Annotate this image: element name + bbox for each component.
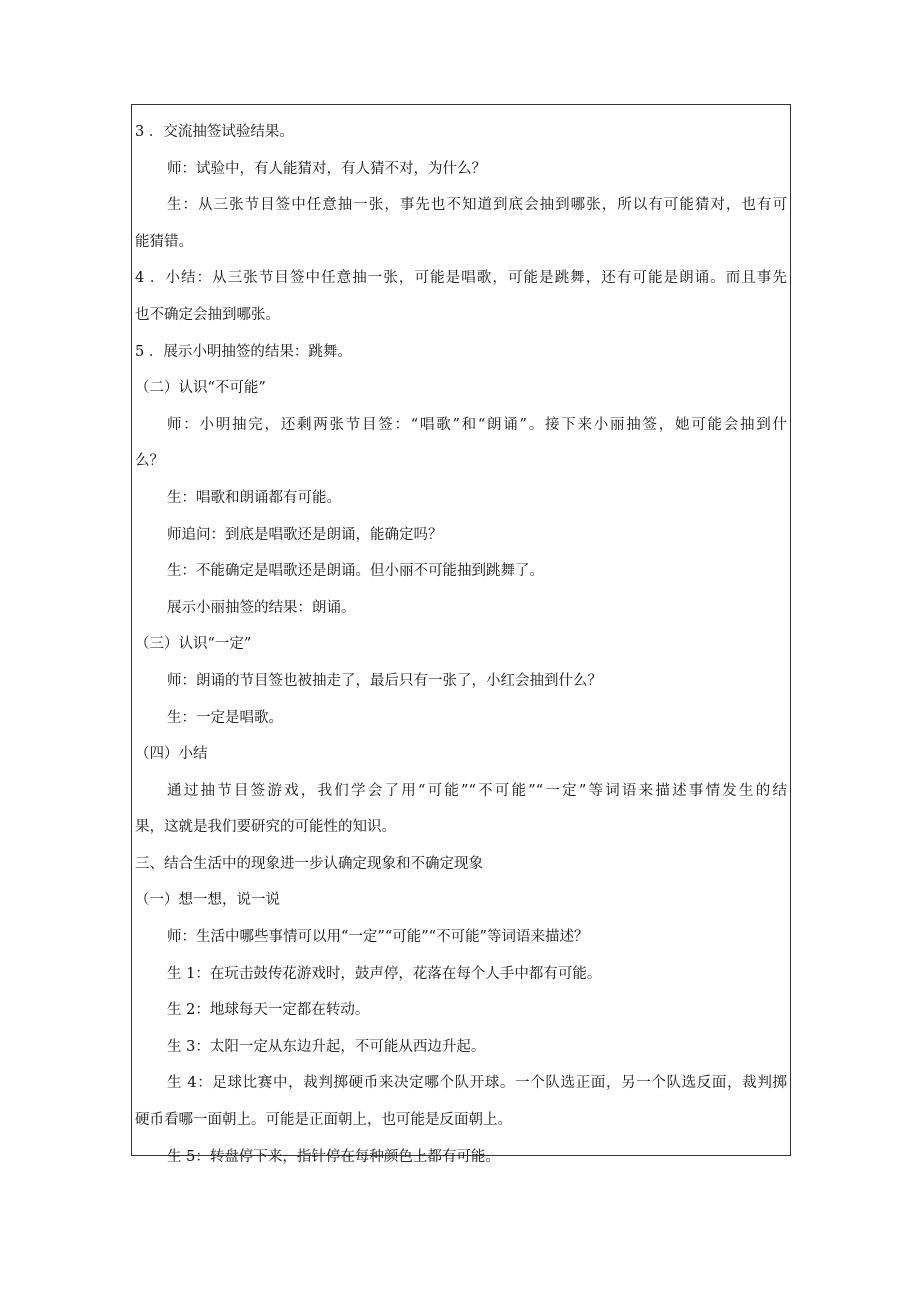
list-item-4-cont: 也不确定会抽到哪张。	[135, 306, 280, 323]
teacher-question: 师：生活中哪些事情可以用“一定”“可能”“不可能”等词语来描述？	[167, 929, 589, 946]
section-heading-3: （三）认识“一定”	[135, 636, 252, 653]
student-answer-3: 生 3：太阳一定从东边升起，不可能从西边升起。	[167, 1038, 486, 1055]
student-answer-2: 生 2：地球每天一定都在转动。	[167, 1002, 370, 1019]
result-display: 展示小丽抽签的结果：朗诵。	[167, 599, 356, 616]
teacher-question: 师：朗诵的节目签也被抽走了，最后只有一张了，小红会抽到什么？	[167, 672, 602, 689]
section-heading-1: （一）想一想，说一说	[135, 892, 280, 909]
teacher-question: 师：小明抽完，还剩两张节目签：“唱歌”和“朗诵”。接下来小丽抽签，她可能会抽到什	[167, 416, 787, 433]
teacher-followup: 师追问：到底是唱歌还是朗诵，能确定吗？	[167, 526, 443, 543]
student-answer-1: 生 1：在玩击鼓传花游戏时，鼓声停，花落在每个人手中都有可能。	[167, 965, 602, 982]
summary-paragraph: 通过抽节目签游戏，我们学会了用“可能”“不可能”“一定”等词语来描述事情发生的结	[167, 782, 787, 799]
student-answer-cont: 能猜错。	[135, 233, 193, 250]
student-answer: 生：从三张节目签中任意抽一张，事先也不知道到底会抽到哪张，所以有可能猜对，也有可	[167, 197, 787, 214]
part-heading-3: 三、结合生活中的现象进一步认确定现象和不确定现象	[135, 855, 483, 872]
student-answer: 生：唱歌和朗诵都有可能。	[167, 489, 341, 506]
list-item-5: 5 ．展示小明抽签的结果：跳舞。	[135, 343, 352, 360]
section-heading-4: （四）小结	[135, 746, 208, 763]
list-item-4: 4 ．小结：从三张节目签中任意抽一张，可能是唱歌，可能是跳舞，还有可能是朗诵。而且事先	[135, 270, 787, 287]
section-heading-2: （二）认识“不可能”	[135, 380, 266, 397]
student-answer: 生：不能确定是唱歌还是朗诵。但小丽不可能抽到跳舞了。	[167, 563, 544, 580]
summary-paragraph-cont: 果，这就是我们要研究的可能性的知识。	[135, 819, 396, 836]
student-answer-4: 生 4：足球比赛中，裁判掷硬币来决定哪个队开球。一个队选正面，另一个队选反面，裁判掷	[167, 1075, 787, 1092]
student-answer: 生：一定是唱歌。	[167, 709, 283, 726]
teacher-question-cont: 么？	[135, 453, 164, 470]
student-answer-5: 生 5：转盘停下来，指针停在每种颜色上都有可能。	[167, 1148, 500, 1165]
teacher-question: 师：试验中，有人能猜对，有人猜不对，为什么？	[167, 160, 486, 177]
student-answer-4-cont: 硬币看哪一面朝上。可能是正面朝上，也可能是反面朝上。	[135, 1112, 512, 1129]
list-item-3: 3 ．交流抽签试验结果。	[135, 124, 294, 140]
lesson-text	[135, 114, 787, 1175]
